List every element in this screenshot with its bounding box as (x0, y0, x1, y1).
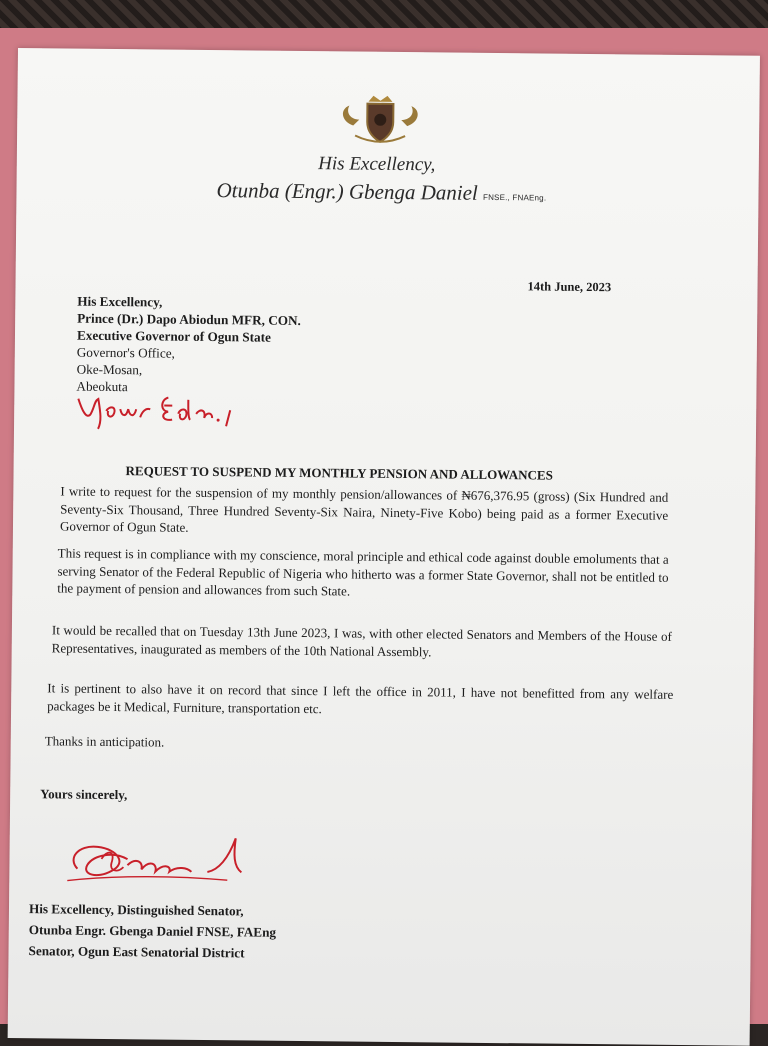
letterhead-postnominals: FNSE., FNAEng. (482, 192, 547, 203)
recipient-line: Prince (Dr.) Dapo Abiodun MFR, CON. (77, 310, 301, 328)
recipient-line: Abeokuta (76, 378, 128, 395)
closing-line: Yours sincerely, (40, 786, 128, 803)
recipient-line: His Excellency, (77, 293, 163, 310)
recipient-line: Governor's Office, (76, 344, 175, 361)
letter-content (8, 48, 760, 1046)
letter-subject: REQUEST TO SUSPEND MY MONTHLY PENSION AND ALLOWANCES (125, 463, 553, 483)
crest-emblem-icon (335, 91, 426, 148)
body-paragraph: This request is in compliance with my conscience, moral principle and ethical code against double emoluments that a serving Senator of the Federal Republic of Nigeria who hitherto was a former State Governor, shall not be entitled to the payment of pension and allowances from such State. (57, 545, 669, 599)
letterhead-name (216, 178, 676, 208)
body-paragraph: It is pertinent to also have it on record that since I left the office in 2011, I have not benefitted from any welfare packages be it Medical, Furniture, transportation etc. (47, 680, 674, 716)
body-paragraph: Thanks in anticipation. (44, 733, 165, 750)
body-paragraph: It would be recalled that on Tuesday 13th June 2023, I was, with other elected Senators and Members of the House of Representatives, inaugurated as members of the 10th National Assembly. (51, 622, 672, 659)
signatory-line: Senator, Ogun East Senatorial District (28, 943, 245, 961)
signatory-line: Otunba Engr. Gbenga Daniel FNSE, FAEng (28, 922, 277, 940)
recipient-line: Executive Governor of Ogun State (76, 327, 271, 345)
handwritten-salutation (72, 389, 272, 435)
letter-paper (8, 48, 760, 1046)
body-paragraph: I write to request for the suspension of my monthly pension/allowances of ₦676,376.95 (gross) (Six Hundred and Seventy-Six Thousand, Three Hundred Seventy-Six Naira, Ninety-Five Kobo) being paid as a former Executive Governor of Ogun State. (59, 483, 669, 535)
recipient-line: Oke-Mosan, (76, 361, 143, 378)
letterhead-title: His Excellency, (318, 153, 436, 176)
letter-date: 14th June, 2023 (527, 279, 612, 295)
signatory-block (28, 898, 276, 964)
signatory-line: His Excellency, Distinguished Senator, (28, 901, 244, 919)
signature-icon (57, 828, 258, 900)
recipient-address (76, 293, 301, 397)
letterhead-name-text: Otunba (Engr.) Gbenga Daniel (216, 178, 478, 205)
